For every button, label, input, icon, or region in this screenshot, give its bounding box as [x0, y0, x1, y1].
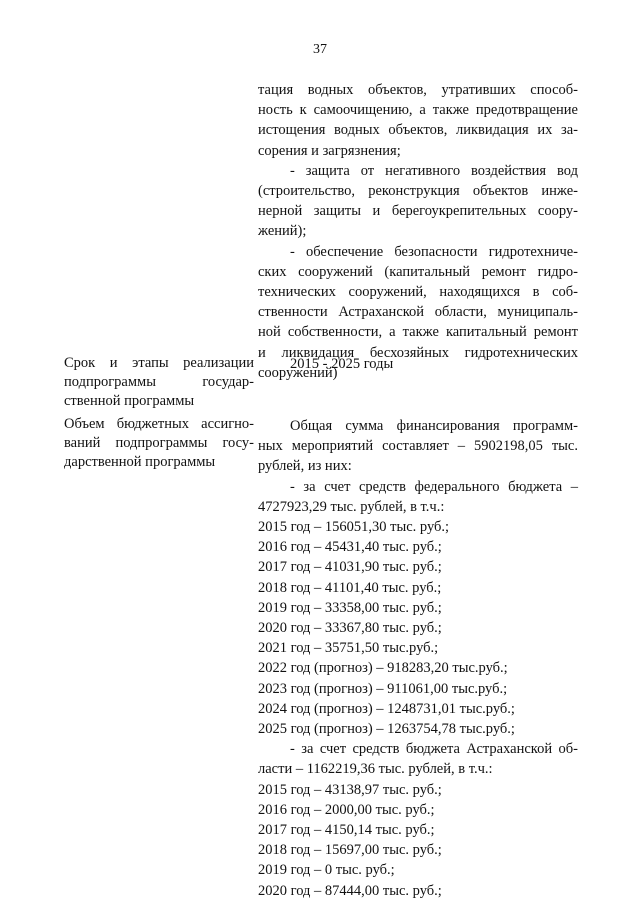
budget-value-line: - за счет средств бюджета Астраханской об- [290, 741, 578, 758]
budget-value-line: 2016 год – 45431,40 тыс. руб.; [258, 539, 442, 556]
term-label-line: ственной программы [64, 393, 195, 409]
continuation-text-line: ских сооружений (капитальный ремонт гидро- [258, 263, 578, 280]
budget-value-line: - за счет средств федерального бюджета – [290, 478, 578, 495]
budget-value-line: ласти – 1162219,36 тыс. рублей, в т.ч.: [258, 761, 493, 778]
budget-value-line: 2016 год – 2000,00 тыс. руб.; [258, 801, 435, 818]
continuation-text-line: - защита от негативного воздействия вод [290, 162, 578, 179]
budget-value-line: ных мероприятий составляет – 5902198,05 тыс. [258, 438, 578, 455]
budget-value-line: 2025 год (прогноз) – 1263754,78 тыс.руб.; [258, 721, 515, 738]
continuation-text-line: жений); [258, 223, 307, 240]
term-value: 2015 - 2025 годы [290, 356, 394, 372]
continuation-text-line: сооружений) [258, 364, 338, 381]
term-label-line: подпрограммы государ- [64, 374, 254, 390]
budget-value-line: 2020 год – 33367,80 тыс. руб.; [258, 620, 442, 637]
budget-value-line: 2020 год – 87444,00 тыс. руб.; [258, 882, 442, 899]
continuation-text-line: ность к самоочищению, а также предотвращение [258, 102, 578, 119]
continuation-text-line: ной собственности, а также капитальный ремонт [258, 324, 578, 341]
budget-value-block [258, 416, 578, 901]
continuation-text-block [258, 80, 578, 383]
budget-value-line: 2017 год – 4150,14 тыс. руб.; [258, 822, 435, 839]
budget-value-line: 2017 год – 41031,90 тыс. руб.; [258, 559, 442, 576]
budget-label-line: Объем бюджетных ассигно- [64, 416, 254, 432]
term-label-line: Срок и этапы реализации [64, 355, 254, 371]
continuation-text-line: (строительство, реконструкция объектов инже- [258, 183, 578, 200]
budget-label-line: дарственной программы [64, 454, 216, 470]
continuation-text-line: технических сооружений, находящихся в соб- [258, 284, 578, 301]
continuation-text-line: истощения водных объектов, ликвидация их за- [258, 122, 578, 139]
budget-value-line: 2023 год (прогноз) – 911061,00 тыс.руб.; [258, 680, 508, 697]
term-label [64, 354, 254, 411]
continuation-text-line: - обеспечение безопасности гидротехниче- [290, 243, 578, 260]
budget-value-line: 2015 год – 156051,30 тыс. руб.; [258, 519, 450, 536]
page-number: 37 [313, 42, 327, 57]
budget-value-line: 4727923,29 тыс. рублей, в т.ч.: [258, 498, 445, 515]
continuation-text-line: тация водных объектов, утративших способ- [258, 82, 578, 98]
continuation-text-line: и ликвидация бесхозяйных гидротехнических [258, 344, 578, 361]
budget-value-line: 2021 год – 35751,50 тыс.руб.; [258, 640, 439, 657]
budget-value-line: 2019 год – 33358,00 тыс. руб.; [258, 599, 442, 616]
budget-value-line: 2019 год – 0 тыс. руб.; [258, 862, 395, 879]
term-value-block [258, 354, 578, 374]
budget-value-line: рублей, из них: [258, 458, 352, 475]
budget-label [64, 415, 254, 472]
budget-value-line: 2015 год – 43138,97 тыс. руб.; [258, 781, 442, 798]
continuation-text-line: ственности Астраханской области, муниципаль- [258, 304, 578, 321]
budget-label-line: ваний подпрограммы госу- [64, 435, 254, 451]
continuation-text-line: нерной защиты и берегоукрепительных соору- [258, 203, 578, 220]
budget-value-line: 2024 год (прогноз) – 1248731,01 тыс.руб.; [258, 700, 515, 717]
continuation-text-line: сорения и загрязнения; [258, 142, 401, 159]
budget-value-line: 2018 год – 41101,40 тыс. руб.; [258, 579, 442, 596]
budget-value-line: 2018 год – 15697,00 тыс. руб.; [258, 842, 442, 859]
budget-value-line: Общая сумма финансирования программ- [290, 418, 578, 434]
budget-value-line: 2022 год (прогноз) – 918283,20 тыс.руб.; [258, 660, 508, 677]
